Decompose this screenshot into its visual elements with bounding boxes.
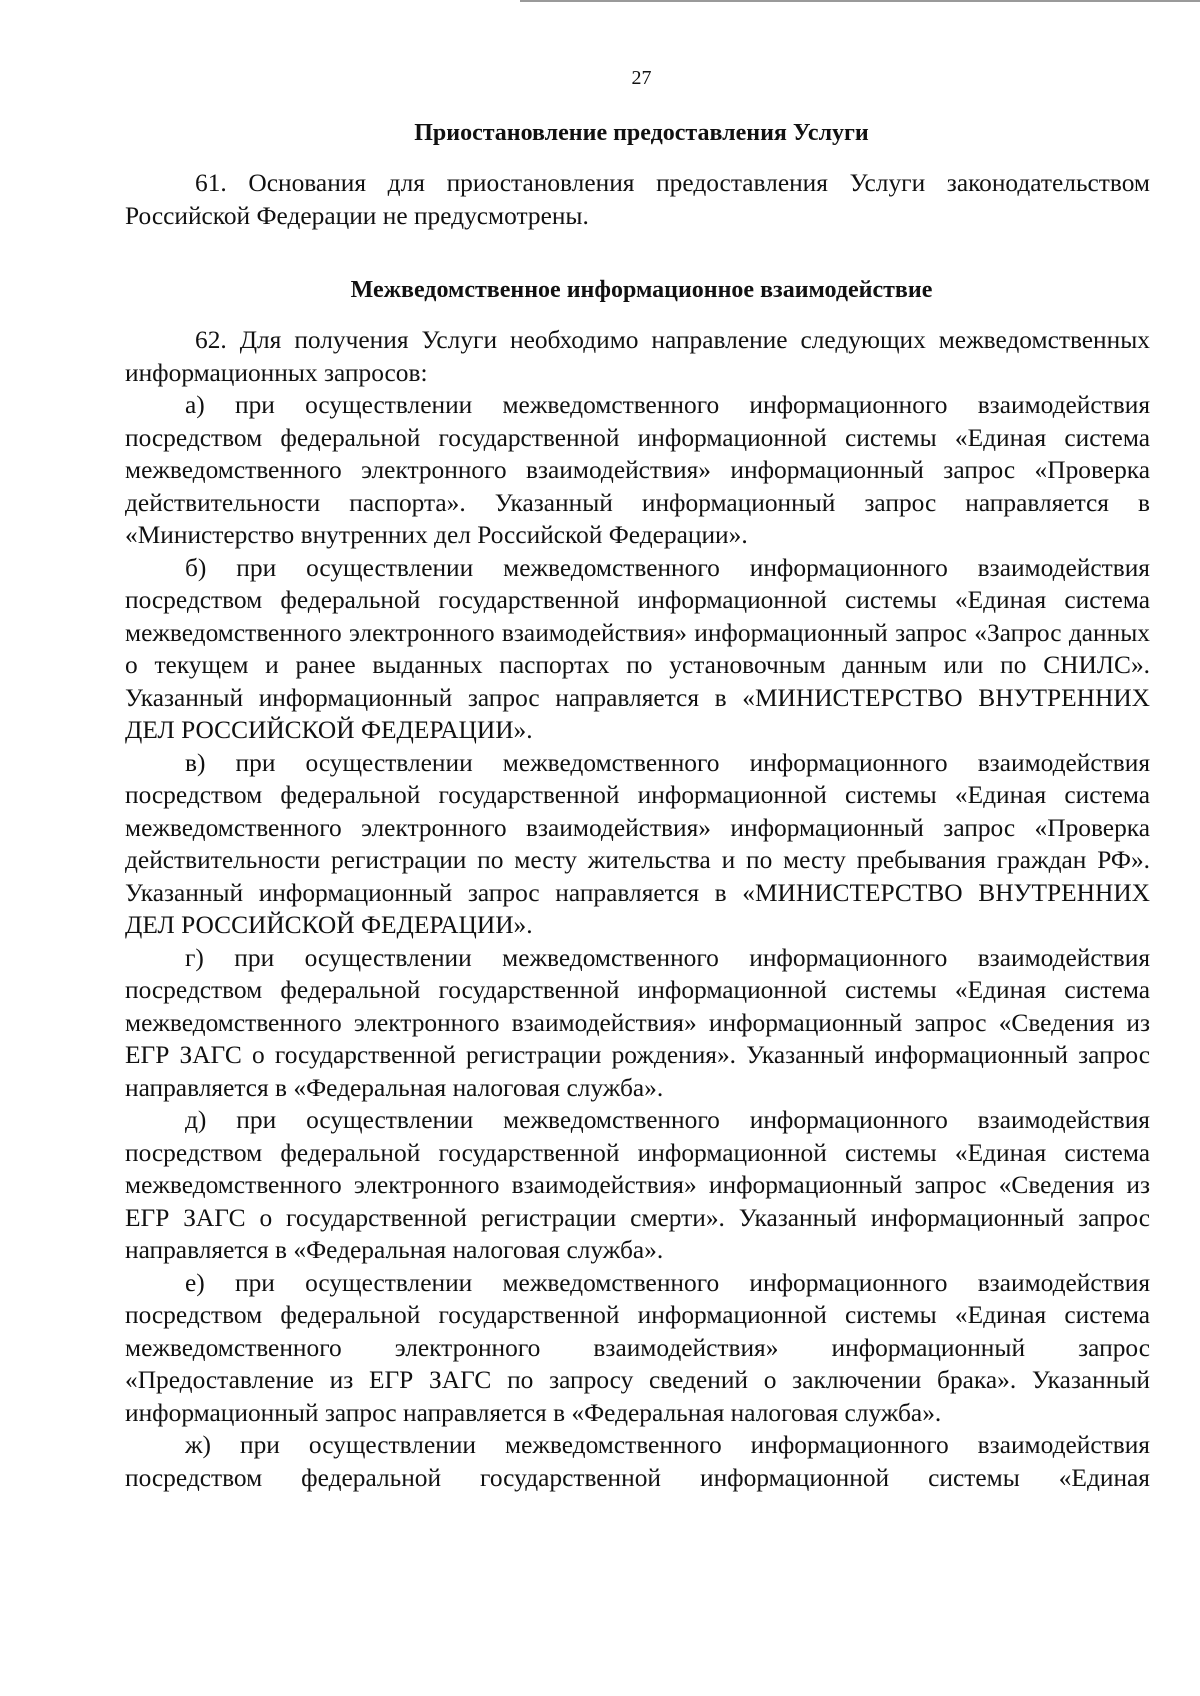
list-item-d: д) при осуществлении межведомственного информационного взаимодействия посредством федеральной государственной информационной системы «Единая система межведомственного электронного взаимодействия» информационный запрос «Сведения из ЕГР ЗАГС о государственной регистрации смерти». Указанный информационный запрос направляется в «Федеральная налоговая служба».: [125, 1106, 1150, 1264]
document-page: [125, 66, 1150, 1494]
page-number: 27: [631, 67, 652, 89]
section-heading-suspension: Приостановление предоставления Услуги: [414, 120, 869, 146]
scan-edge-line: [520, 0, 1200, 2]
paragraph-61: 61. Основания для приостановления предоставления Услуги законодательством Российской Федерации не предусмотрены.: [125, 169, 1150, 230]
section-heading-interaction: Межведомственное информационное взаимодействие: [350, 277, 933, 303]
list-item-zh: ж) при осуществлении межведомственного информационного взаимодействия посредством федеральной государственной информационной системы «Единая: [125, 1431, 1150, 1492]
list-item-e: е) при осуществлении межведомственного информационного взаимодействия посредством федеральной государственной информационной системы «Единая система межведомственного электронного взаимодействия» информационный запрос «Предоставление из ЕГР ЗАГС по запросу сведений о заключении брака». Указанный информационный запрос направляется в «Федеральная налоговая служба».: [125, 1268, 1150, 1427]
list-item-g: г) при осуществлении межведомственного информационного взаимодействия посредством федеральной государственной информационной системы «Единая система межведомственного электронного взаимодействия» информационный запрос «Сведения из ЕГР ЗАГС о государственной регистрации рождения». Указанный информационный запрос направляется в «Федеральная налоговая служба».: [125, 943, 1150, 1102]
list-item-b: б) при осуществлении межведомственного информационного взаимодействия посредством федеральной государственной информационной системы «Единая система межведомственного электронного взаимодействия» информационный запрос «Запрос данных о текущем и ранее выданных паспортах по установочным данным или по СНИЛС». Указанный информационный запрос направляется в «МИНИСТЕРСТВО ВНУТРЕННИХ ДЕЛ РОССИЙСКОЙ ФЕДЕРАЦИИ».: [125, 553, 1150, 744]
list-item-a: а) при осуществлении межведомственного информационного взаимодействия посредством федеральной государственной информационной системы «Единая система межведомственного электронного взаимодействия» информационный запрос «Проверка действительности паспорта». Указанный информационный запрос направляется в «Министерство внутренних дел Российской Федерации».: [125, 391, 1150, 549]
list-item-v: в) при осуществлении межведомственного информационного взаимодействия посредством федеральной государственной информационной системы «Единая система межведомственного электронного взаимодействия» информационный запрос «Проверка действительности регистрации по месту жительства и по месту пребывания граждан РФ». Указанный информационный запрос направляется в «МИНИСТЕРСТВО ВНУТРЕННИХ ДЕЛ РОССИЙСКОЙ ФЕДЕРАЦИИ».: [125, 748, 1150, 939]
paragraph-62: 62. Для получения Услуги необходимо направление следующих межведомственных информационных запросов:: [125, 326, 1150, 387]
